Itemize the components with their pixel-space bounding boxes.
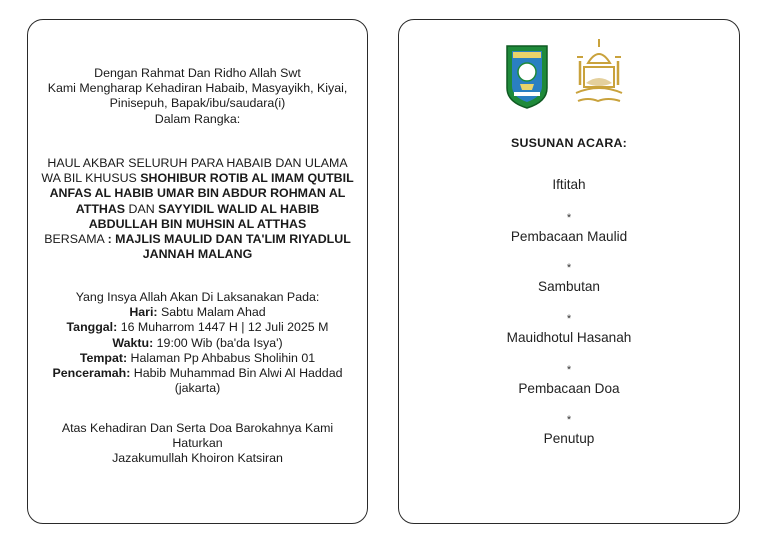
regency-crest-logo <box>502 42 552 110</box>
details-block <box>36 290 359 396</box>
agenda-separator: * <box>566 212 572 224</box>
closing-block <box>36 421 359 467</box>
event-line: WA BIL KHUSUS SHOHIBUR ROTIB AL IMAM QUTBIL <box>41 171 354 186</box>
detail-waktu: Waktu: 19:00 Wib (ba'da Isya') <box>112 335 283 350</box>
detail-penceramah-cont: (jakarta) <box>174 381 221 396</box>
detail-tanggal: Tanggal: 16 Muharrom 1447 H | 12 Juli 2025 M <box>66 320 329 335</box>
agenda-item: Sambutan <box>538 279 600 294</box>
event-line: BERSAMA : MAJLIS MAULID DAN TA'LIM RIYADLUL <box>44 232 351 247</box>
agenda-item: Iftitah <box>552 177 586 192</box>
event-line: ABDULLAH BIN MUHSIN AL ATTHAS <box>88 216 307 231</box>
event-line: ATTHAS DAN SAYYIDIL WALID AL HABIB <box>75 201 320 216</box>
majlis-mosque-logo <box>568 37 630 109</box>
agenda-separator: * <box>566 414 572 426</box>
detail-tempat: Tempat: Halaman Pp Ahbabus Sholihin 01 <box>79 350 316 365</box>
greeting-line: Dengan Rahmat Dan Ridho Allah Swt <box>94 66 301 80</box>
agenda-item: Pembacaan Maulid <box>510 229 628 244</box>
logo-row <box>399 42 739 112</box>
invitation-card-left <box>27 19 368 524</box>
event-line: ANFAS AL HABIB UMAR BIN ABDUR ROHMAN AL <box>49 186 346 201</box>
closing-line: Atas Kehadiran Dan Serta Doa Barokahnya Kami <box>61 421 334 435</box>
agenda-item: Penutup <box>543 431 595 446</box>
detail-hari: Hari: Sabtu Malam Ahad <box>129 305 266 320</box>
greeting-line: Pinisepuh, Bapak/ibu/saudara(i) <box>109 96 286 111</box>
greeting-line: Dalam Rangka: <box>154 111 241 126</box>
agenda-separator: * <box>566 364 572 376</box>
closing-line: Haturkan <box>172 436 223 451</box>
event-line: JANNAH MALANG <box>142 247 253 262</box>
agenda-separator: * <box>566 262 572 274</box>
agenda-separator: * <box>566 313 572 325</box>
closing-line: Jazakumullah Khoiron Katsiran <box>112 451 283 466</box>
event-line: HAUL AKBAR SELURUH PARA HABAIB DAN ULAMA <box>47 156 348 170</box>
event-block <box>36 156 359 262</box>
agenda-item: Mauidhotul Hasanah <box>506 330 632 345</box>
invitation-card-right <box>398 19 740 524</box>
detail-penceramah: Penceramah: Habib Muhammad Bin Alwi Al Haddad <box>52 366 343 381</box>
greeting-block <box>36 66 359 127</box>
details-intro: Yang Insya Allah Akan Di Laksanakan Pada: <box>75 290 320 304</box>
program-title: SUSUNAN ACARA: <box>511 136 627 150</box>
greeting-line: Kami Mengharap Kehadiran Habaib, Masyayikh, Kiyai, <box>47 81 348 96</box>
agenda-item: Pembacaan Doa <box>518 381 620 396</box>
